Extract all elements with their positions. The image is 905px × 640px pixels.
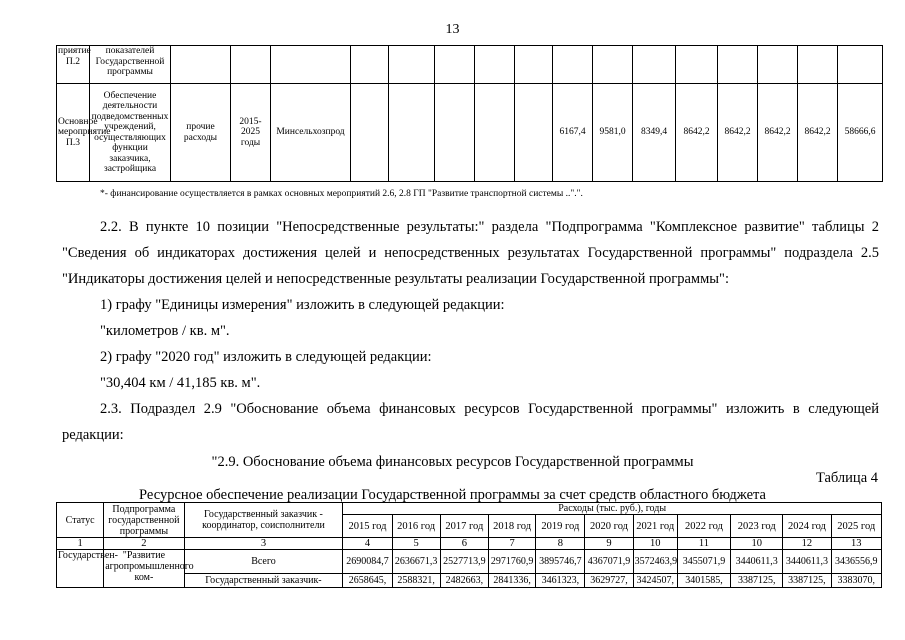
- cell-value: 8349,4: [633, 84, 676, 182]
- year-header: 2021 год: [633, 515, 677, 538]
- cell-name: показателей Государственной программы: [90, 46, 171, 84]
- cell-value: 8642,2: [676, 84, 718, 182]
- cell-name: Обеспечение деятельности подведомственных учреждений, осуществляющих функции заказчика, застройщика: [90, 84, 171, 182]
- column-number: 1: [57, 538, 104, 550]
- table-row: [57, 84, 883, 182]
- cell-value: 3629727,: [585, 574, 633, 588]
- table-number-row: [57, 538, 882, 550]
- header-subprogram: Подпрограмма государственной программы: [104, 503, 184, 538]
- footnote: *- финансирование осуществляется в рамках основных мероприятий 2.6, 2.8 ГП "Развитие транспортной системы ..".".: [100, 189, 583, 199]
- cell-status: Основное мероприятие П.3: [57, 84, 90, 182]
- cell-subprogram: "Развитие агропромышленного ком-: [104, 550, 184, 588]
- measures-table-continued: [56, 45, 883, 182]
- year-header: 2018 год: [488, 515, 535, 538]
- column-number: 10: [731, 538, 783, 550]
- cell-value: 4367071,9: [585, 550, 633, 574]
- cell-value: 2527713,9: [440, 550, 488, 574]
- cell-value: 3424507,: [633, 574, 677, 588]
- table-row: [57, 46, 883, 84]
- cell-value: 2841336,: [488, 574, 535, 588]
- column-number: 11: [677, 538, 730, 550]
- cell-value: 8642,2: [798, 84, 838, 182]
- year-header: 2025 год: [831, 515, 881, 538]
- cell-value: 3436556,9: [831, 550, 881, 574]
- cell-value: 2971760,9: [488, 550, 535, 574]
- paragraph-2-3-line1: 2.3. Подраздел 2.9 "Обоснование объема финансовых ресурсов Государственной программы" изложить в следующей: [100, 401, 879, 417]
- column-number: 4: [343, 538, 392, 550]
- column-number: 7: [488, 538, 535, 550]
- paragraph-2-2-line3: "Индикаторы достижения целей и непосредственные результаты реализации Государственной программы":: [62, 271, 729, 287]
- column-number: 2: [104, 538, 184, 550]
- cell-value: 2690084,7: [343, 550, 392, 574]
- paragraph-2-3-line2: редакции:: [62, 427, 124, 443]
- header-customer: Государственный заказчик - координатор, соисполнители: [184, 503, 343, 538]
- column-number: 13: [831, 538, 881, 550]
- table-header-row: [57, 503, 882, 515]
- column-number: 8: [536, 538, 585, 550]
- paragraph-item-1: 1) графу "Единицы измерения" изложить в следующей редакции:: [100, 297, 505, 313]
- cell-customer: Всего: [184, 550, 343, 574]
- cell-value: 3387125,: [731, 574, 783, 588]
- paragraph-value-2: "30,404 км / 41,185 кв. м".: [100, 375, 261, 391]
- column-number: 6: [440, 538, 488, 550]
- year-header: 2019 год: [536, 515, 585, 538]
- page-number: 13: [445, 22, 460, 37]
- cell-value: 3387125,: [783, 574, 831, 588]
- year-header: 2024 год: [783, 515, 831, 538]
- column-number: 10: [633, 538, 677, 550]
- year-header: 2016 год: [392, 515, 440, 538]
- cell-status: Государствен-: [57, 550, 104, 588]
- cell-value: 2588321,: [392, 574, 440, 588]
- cell-total: 58666,6: [838, 84, 883, 182]
- header-expenses: Расходы (тыс. руб.), годы: [343, 503, 882, 515]
- cell-expense-type: прочие расходы: [171, 84, 231, 182]
- resource-table: [56, 502, 882, 588]
- year-header: 2020 год: [585, 515, 633, 538]
- paragraph-2-2-line2: "Сведения об индикаторах достижения целей и непосредственных результатах Государственной программы" подраздела 2.5: [62, 245, 879, 261]
- section-heading: "2.9. Обоснование объема финансовых ресурсов Государственной программы: [211, 454, 694, 470]
- year-header: 2017 год: [440, 515, 488, 538]
- cell-executor: Минсельхозпрод: [271, 84, 351, 182]
- cell-status: приятие П.2: [57, 46, 90, 84]
- cell-value: 8642,2: [758, 84, 798, 182]
- column-number: 9: [585, 538, 633, 550]
- cell-value: 6167,4: [553, 84, 593, 182]
- cell-value: 3383070,: [831, 574, 881, 588]
- cell-period: 2015-2025 годы: [231, 84, 271, 182]
- cell-value: 3440611,3: [731, 550, 783, 574]
- paragraph-value-1: "километров / кв. м".: [100, 323, 230, 339]
- table-title: Ресурсное обеспечение реализации Государственной программы за счет средств областного бюджета: [139, 487, 766, 503]
- paragraph-item-2: 2) графу "2020 год" изложить в следующей редакции:: [100, 349, 432, 365]
- cell-value: 2482663,: [440, 574, 488, 588]
- column-number: 12: [783, 538, 831, 550]
- cell-value: 3461323,: [536, 574, 585, 588]
- table-label: Таблица 4: [815, 470, 878, 486]
- year-header: 2023 год: [731, 515, 783, 538]
- table-row: [57, 550, 882, 574]
- cell-value: 3895746,7: [536, 550, 585, 574]
- cell-customer: Государственный заказчик-: [184, 574, 343, 588]
- cell-value: 3440611,3: [783, 550, 831, 574]
- column-number: 3: [184, 538, 343, 550]
- cell-value: 8642,2: [718, 84, 758, 182]
- column-number: 5: [392, 538, 440, 550]
- header-status: Статус: [57, 503, 104, 538]
- paragraph-2-2-line1: 2.2. В пункте 10 позиции "Непосредственные результаты:" раздела "Подпрограмма "Комплексное развитие" таблицы 2: [100, 219, 879, 235]
- cell-value: 3401585,: [677, 574, 730, 588]
- cell-value: 3572463,9: [633, 550, 677, 574]
- cell-value: 9581,0: [593, 84, 633, 182]
- year-header: 2022 год: [677, 515, 730, 538]
- cell-value: 3455071,9: [677, 550, 730, 574]
- year-header: 2015 год: [343, 515, 392, 538]
- cell-value: 2636671,3: [392, 550, 440, 574]
- cell-value: 2658645,: [343, 574, 392, 588]
